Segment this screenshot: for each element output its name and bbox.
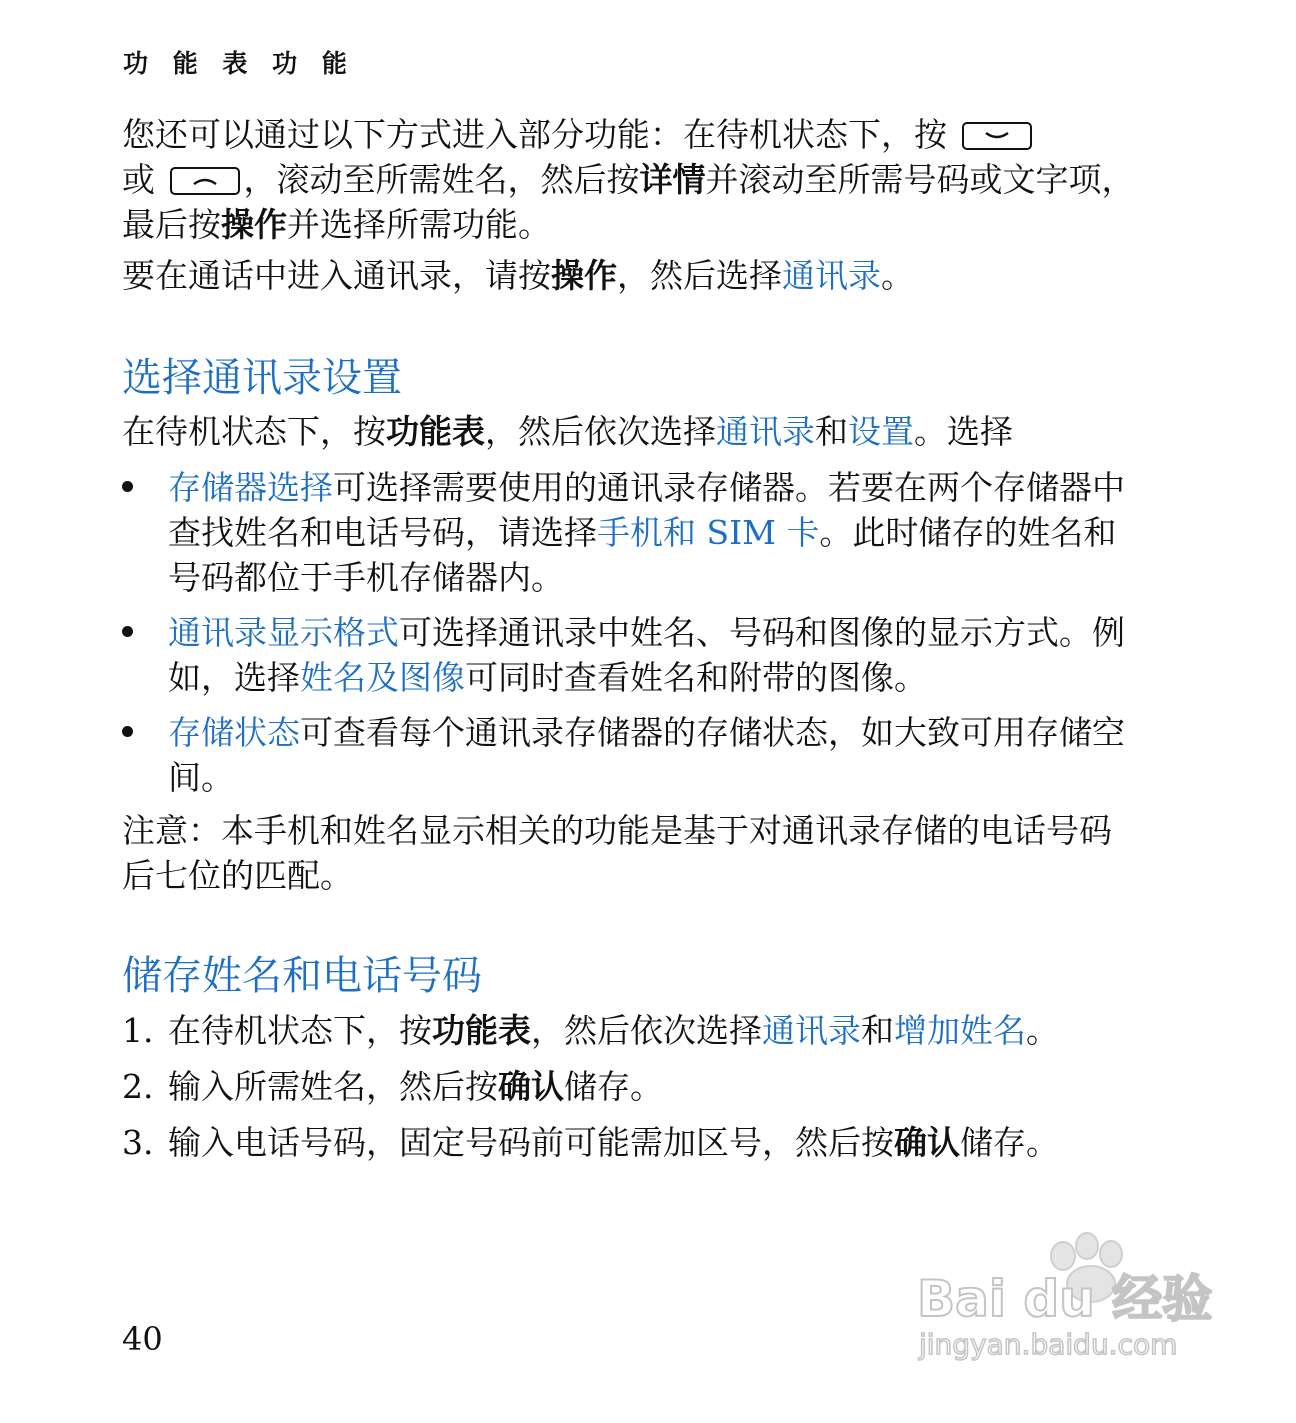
step-number: 3. <box>122 1123 154 1162</box>
step-item <box>122 1008 1162 1053</box>
bullet-text: 。此时储存的姓名和号码都位于手机存储器内。 <box>168 513 1117 597</box>
menu-key-label: 功能表 <box>386 412 485 451</box>
list-item <box>122 465 1142 600</box>
options-softkey-label: 操作 <box>221 205 287 244</box>
list-item <box>122 710 1142 800</box>
section1-lead <box>122 409 1142 454</box>
step-item <box>122 1064 1162 1109</box>
details-softkey-label: 详情 <box>639 160 706 199</box>
scroll-up-key-icon <box>170 167 240 195</box>
lead-text: 在待机状态下，按 <box>122 412 386 451</box>
contacts-menu-link[interactable]: 通讯录 <box>762 1011 861 1050</box>
intro-paragraph <box>122 112 1142 247</box>
contacts-menu-link[interactable]: 通讯录 <box>782 256 881 295</box>
note-paragraph: 注意：本手机和姓名显示相关的功能是基于对通讯录存储的电话号码后七位的匹配。 <box>122 811 1112 895</box>
bullet-icon <box>122 726 133 737</box>
settings-menu-link[interactable]: 设置 <box>848 412 914 451</box>
name-and-image-link[interactable]: 姓名及图像 <box>300 658 465 697</box>
bullet-text: 可同时查看姓名和附带的图像。 <box>465 658 927 697</box>
lead-text: 和 <box>815 412 848 451</box>
step-text: 储存。 <box>960 1123 1059 1162</box>
lead-text: 。选择 <box>914 412 1013 451</box>
add-name-link[interactable]: 增加姓名 <box>894 1011 1026 1050</box>
intro-text: 并滚动至所需号码或文字项，最后按 <box>122 160 1135 244</box>
section-title-save-names: 储存姓名和电话号码 <box>122 953 482 999</box>
in-call-text: ，然后选择 <box>617 256 782 295</box>
bullet-icon <box>122 626 133 637</box>
list-item <box>122 610 1142 700</box>
step-text: 和 <box>861 1011 894 1050</box>
intro-text: 并选择所需功能。 <box>287 205 551 244</box>
ok-softkey-label: 确认 <box>498 1067 564 1106</box>
in-call-paragraph <box>122 253 1142 298</box>
phone-and-sim-link[interactable]: 手机和 SIM 卡 <box>597 513 820 552</box>
step-item <box>122 1120 1162 1165</box>
step-number: 2. <box>122 1067 154 1106</box>
options-softkey-label: 操作 <box>551 256 617 295</box>
lead-text: ，然后依次选择 <box>485 412 716 451</box>
memory-status-link[interactable]: 存储状态 <box>168 713 300 752</box>
contacts-view-link[interactable]: 通讯录显示格式 <box>168 613 399 652</box>
page-number: 40 <box>122 1320 163 1358</box>
bullet-text: 可选择需要使用的通讯录存储器。若要在两个存储器中查找姓名和电话号码，请选择 <box>168 468 1125 552</box>
step-text: ，然后依次选择 <box>531 1011 762 1050</box>
memory-selection-link[interactable]: 存储器选择 <box>168 468 333 507</box>
section-title-contacts-settings: 选择通讯录设置 <box>122 355 402 401</box>
page-header: 功 能 表 功 能 <box>123 49 355 78</box>
step-number: 1. <box>122 1011 154 1050</box>
scroll-down-key-icon <box>962 122 1032 150</box>
intro-text: 或 <box>122 160 155 199</box>
intro-text: 您还可以通过以下方式进入部分功能：在待机状态下，按 <box>122 115 947 154</box>
in-call-text: 要在通话中进入通讯录，请按 <box>122 256 551 295</box>
watermark-url: jingyan.baidu.com <box>919 1328 1178 1361</box>
step-text: 在待机状态下，按 <box>168 1011 432 1050</box>
step-text: 。 <box>1026 1011 1059 1050</box>
step-text: 输入所需姓名，然后按 <box>168 1067 498 1106</box>
ok-softkey-label: 确认 <box>894 1123 960 1162</box>
intro-text: ，滚动至所需姓名，然后按 <box>243 160 640 199</box>
bullet-text: 可选择通讯录中姓名、号码和图像的显示方式。例如，选择 <box>168 613 1125 697</box>
in-call-text: 。 <box>881 256 914 295</box>
menu-key-label: 功能表 <box>432 1011 531 1050</box>
watermark-brand: Bai du 经验 <box>917 1270 1213 1328</box>
step-text: 储存。 <box>564 1067 663 1106</box>
bullet-icon <box>122 481 133 492</box>
contacts-menu-link[interactable]: 通讯录 <box>716 412 815 451</box>
bullet-text: 可查看每个通讯录存储器的存储状态，如大致可用存储空间。 <box>168 713 1125 797</box>
baidu-watermark-logo <box>915 1220 1215 1370</box>
step-text: 输入电话号码，固定号码前可能需加区号，然后按 <box>168 1123 894 1162</box>
